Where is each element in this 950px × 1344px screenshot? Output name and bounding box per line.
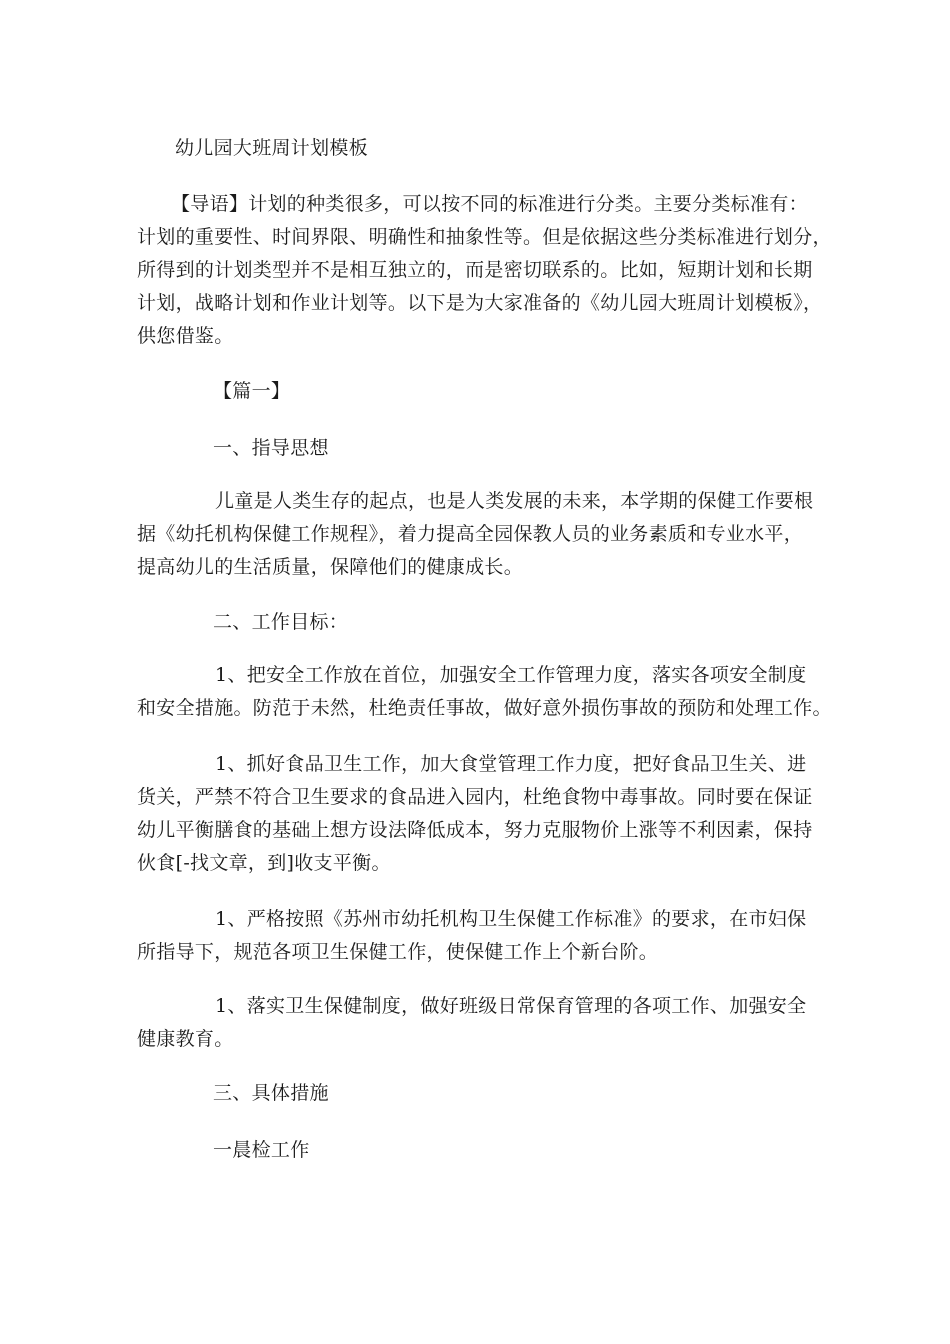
paragraph-guiding-thought: [137, 485, 821, 584]
goal-item-standards: [137, 903, 821, 969]
paragraph-line: 货关，严禁不符合卫生要求的食品进入园内，杜绝食物中毒事故。同时要在保证: [137, 786, 813, 808]
intro-line: 【导语】计划的种类很多，可以按不同的标准进行分类。主要分类标准有：: [171, 193, 808, 215]
paragraph-line: 1、严格按照《苏州市幼托机构卫生保健工作标准》的要求，在市妇保: [215, 908, 807, 930]
paragraph-line: 健康教育。: [137, 1028, 234, 1050]
intro-paragraph: [137, 188, 832, 353]
paragraph-line: 1、落实卫生保健制度，做好班级日常保育管理的各项工作、加强安全: [215, 995, 807, 1017]
heading-guiding-thought: 一、指导思想: [213, 437, 329, 459]
paragraph-line: 所指导下，规范各项卫生保健工作，使保健工作上个新台阶。: [137, 941, 659, 963]
paragraph-line: 幼儿平衡膳食的基础上想方设法降低成本，努力克服物价上涨等不利因素，保持: [137, 819, 813, 841]
paragraph-line: 和安全措施。防范于未然，杜绝责任事故，做好意外损伤事故的预防和处理工作。: [137, 697, 832, 719]
heading-specific-measures: 三、具体措施: [213, 1082, 329, 1104]
intro-line: 计划的重要性、时间界限、明确性和抽象性等。但是依据这些分类标准进行划分，: [137, 226, 832, 248]
paragraph-line: 据《幼托机构保健工作规程》，着力提高全园保教人员的业务素质和专业水平，: [137, 523, 804, 545]
paragraph-line: 1、抓好食品卫生工作，加大食堂管理工作力度，把好食品卫生关、进: [215, 753, 807, 775]
intro-line: 计划，战略计划和作业计划等。以下是为大家准备的《幼儿园大班周计划模板》，: [137, 292, 823, 314]
intro-line: 供您借鉴。: [137, 325, 234, 347]
paragraph-line: 儿童是人类生存的起点，也是人类发展的未来，本学期的保健工作要根: [215, 490, 814, 512]
paragraph-line: 1、把安全工作放在首位，加强安全工作管理力度，落实各项安全制度: [215, 664, 807, 686]
heading-work-goals: 二、工作目标：: [213, 611, 349, 633]
document-title: 幼儿园大班周计划模板: [175, 137, 369, 159]
section-marker: 【篇一】: [213, 380, 291, 402]
paragraph-line: 伙食[-找文章，到]收支平衡。: [137, 852, 391, 874]
goal-item-food-hygiene: [137, 748, 821, 880]
paragraph-line: 提高幼儿的生活质量，保障他们的健康成长。: [137, 556, 524, 578]
goal-item-health-system: [137, 990, 821, 1056]
intro-line: 所得到的计划类型并不是相互独立的，而是密切联系的。比如，短期计划和长期: [137, 259, 813, 281]
goal-item-safety: [137, 659, 832, 725]
sub-heading-morning-check: 一晨检工作: [213, 1139, 310, 1161]
